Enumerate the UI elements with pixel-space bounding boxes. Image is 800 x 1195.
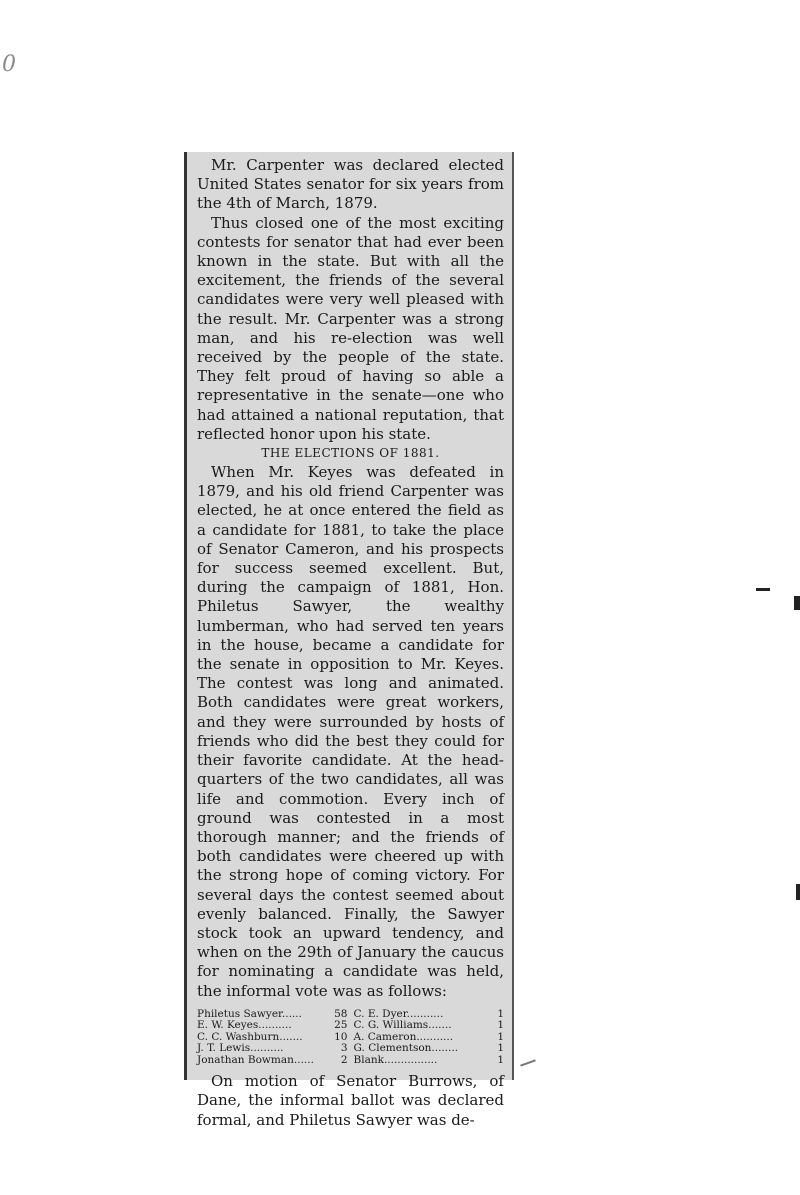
- vote-count: 1: [497, 1030, 504, 1043]
- candidate-name: C. G. Williams.......: [353, 1019, 452, 1032]
- paragraph-3: When Mr. Keyes was defeated in 1879, and his old friend Carpenter was elected, he at once entered the field as a candidate for 1881, to take the place of Senator Cameron, and his prospects for success seemed excellent. But, during the campaign of 1881, Hon. Philetus Sawyer, the wealthy lumberman, who had served ten years in the house, became a candidate for the senate in opposition to Mr. Keyes. The contest was long and animated. Both candidates were great workers, and they were surrounded by hosts of friends who did the best they could for their favorite candidate. At the head-quarters of the two candidates, all was life and commotion. Every inch of ground was contested in a most thorough manner; and the friends of both candidates were cheered up with the strong hope of coming victory. For several days the contest seemed about evenly balanced. Finally, the Sawyer stock took an upward tendency, and when on the 29th of January the caucus for nominating a candidate was held, the informal vote was as follows:: [197, 463, 504, 1000]
- candidate-name: C. C. Washburn.......: [197, 1030, 303, 1043]
- candidate-name: Jonathan Bowman......: [197, 1053, 314, 1066]
- vote-count: 10: [334, 1030, 348, 1043]
- paragraph-2: Thus closed one of the most exciting contests for senator that had ever been known in the state. But with all the excitement, the friends of the several candidates were very well pleased with the result. Mr. Carpenter was a strong man, and his re-election was well received by the people of the state. They felt proud of having so able a representative in the senate—one who had attained a national reputation, that reflected honor upon his state.: [197, 213, 504, 443]
- edge-mark-right-1: [794, 596, 800, 610]
- section-heading: THE ELECTIONS OF 1881.: [261, 446, 440, 461]
- margin-annotation: 0: [2, 52, 16, 77]
- pen-scratch: [520, 1059, 536, 1066]
- vote-column-left: [197, 1009, 348, 1067]
- vote-count: 2: [340, 1053, 348, 1066]
- vote-count: 1: [497, 1007, 504, 1020]
- newspaper-clipping: [184, 152, 514, 1129]
- vote-row: [197, 1055, 348, 1067]
- edge-mark-top: [756, 588, 770, 591]
- vote-column-right: [354, 1009, 505, 1067]
- paragraph-1: Mr. Carpenter was declared elected United States senator for six years from the 4th of March, 1879.: [197, 156, 504, 213]
- candidate-name: G. Clementson........: [353, 1042, 459, 1055]
- candidate-name: Philetus Sawyer......: [197, 1007, 302, 1020]
- vote-row: [197, 1020, 348, 1032]
- vote-row: [354, 1055, 505, 1067]
- vote-row: [197, 1043, 348, 1055]
- candidate-name: Blank................: [353, 1053, 438, 1066]
- vote-count: 1: [497, 1019, 504, 1032]
- vote-count: 3: [340, 1042, 348, 1055]
- vote-count: 1: [497, 1042, 504, 1055]
- vote-table: [197, 1009, 504, 1067]
- edge-mark-right-2: [796, 884, 800, 900]
- vote-count: 25: [334, 1019, 348, 1032]
- candidate-name: A. Cameron...........: [353, 1030, 454, 1043]
- vote-count: 58: [334, 1007, 348, 1020]
- candidate-name: C. E. Dyer...........: [353, 1007, 444, 1020]
- candidate-name: E. W. Keyes..........: [197, 1019, 292, 1032]
- paragraph-4: On motion of Senator Burrows, of Dane, the informal ballot was declared formal, and Philetus Sawyer was de-: [197, 1072, 504, 1129]
- vote-row: [354, 1020, 505, 1032]
- candidate-name: J. T. Lewis..........: [197, 1042, 284, 1055]
- vote-count: 1: [497, 1053, 504, 1066]
- vote-row: [354, 1043, 505, 1055]
